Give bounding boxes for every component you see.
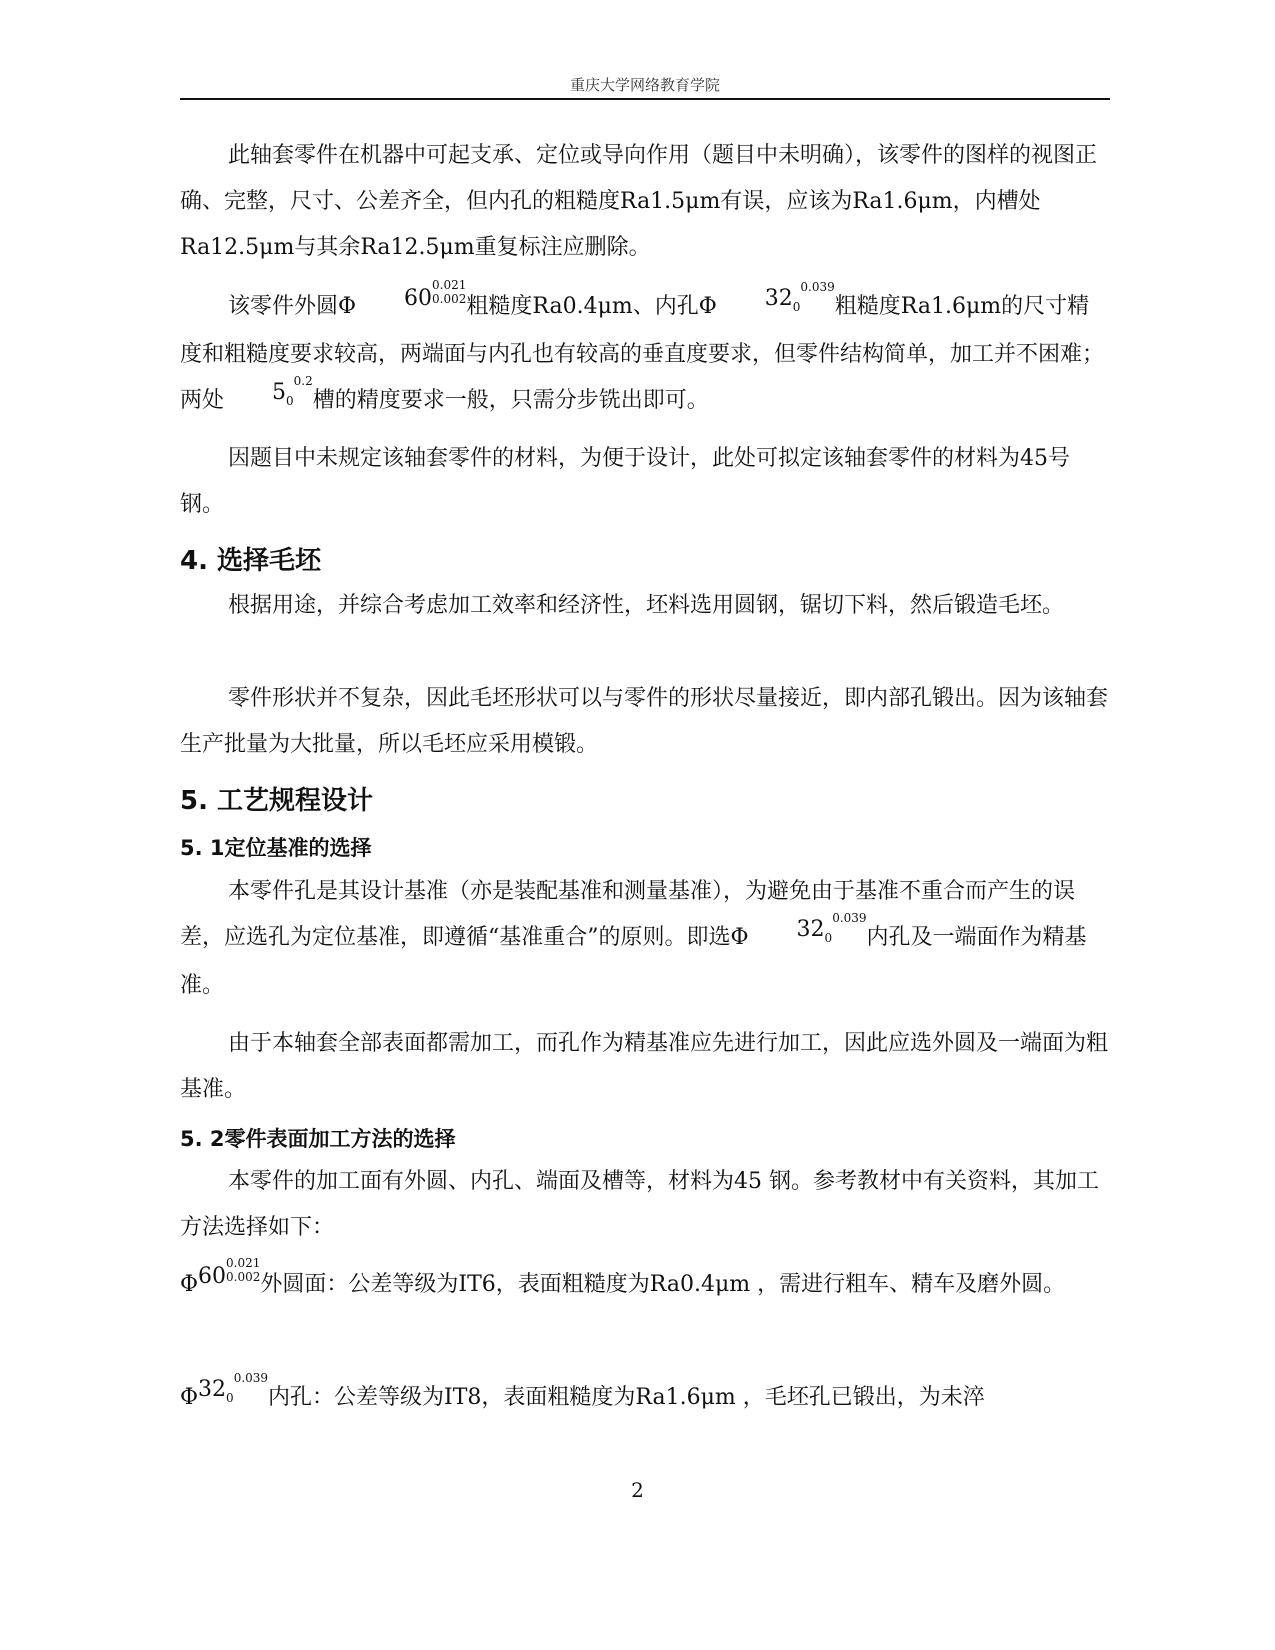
tolerance-dimension-inner: [198, 1371, 269, 1423]
tolerance-dimension-outer: [356, 278, 467, 330]
dimension-nominal: 32: [764, 286, 793, 311]
list-item-outer-circle: [180, 1256, 1110, 1308]
list-item-inner-hole: [180, 1371, 1110, 1423]
tolerance-dimension-inner: [749, 911, 867, 963]
dimension-nominal: 32: [198, 1377, 227, 1402]
dimension-nominal: 5: [272, 380, 287, 405]
text-run: 内孔：公差等级为IT8，表面粗糙度为Ra1.6μm ，毛坯孔已锻出，为未淬: [268, 1385, 985, 1410]
dimension-deviation-stack: [226, 1256, 260, 1284]
tolerance-dimension-outer: [198, 1256, 261, 1308]
section-heading-blank-selection: 4. 选择毛坯: [180, 546, 322, 576]
lower-deviation: 0: [286, 394, 294, 408]
subsection-heading-machining-methods: 5. 2零件表面加工方法的选择: [180, 1127, 456, 1151]
upper-deviation: 0.021: [432, 278, 467, 292]
tolerance-dimension-slot: [224, 374, 313, 426]
lower-deviation: 0.002: [432, 292, 467, 306]
upper-deviation: 0.039: [800, 280, 835, 294]
subsection-heading-datum-selection: 5. 1定位基准的选择: [180, 836, 372, 860]
dimension-deviation-stack: [432, 278, 466, 306]
paragraph-rough-datum: 由于本轴套全部表面都需加工，而孔作为精基准应先进行加工，因此应选外圆及一端面为粗基准。: [180, 1031, 1109, 1102]
paragraph-precision-requirements: [180, 278, 1110, 426]
lower-deviation: 0: [824, 931, 833, 945]
upper-deviation: 0.2: [293, 374, 313, 388]
dimension-nominal: 60: [404, 286, 433, 311]
upper-deviation: 0.039: [832, 911, 867, 925]
lower-deviation: 0: [226, 1391, 234, 1405]
section-heading-process-design: 5. 工艺规程设计: [180, 786, 374, 816]
paragraph-machining-surfaces: 本零件的加工面有外圆、内孔、端面及槽等，材料为45 钢。参考教材中有关资料，其加工方法选择如下：: [180, 1169, 1099, 1240]
lower-deviation: 0.002: [226, 1270, 261, 1284]
page-number: 2: [631, 1478, 644, 1502]
header-divider: [180, 98, 1110, 100]
paragraph-material: 因题目中未规定该轴套零件的材料，为便于设计，此处可拟定该轴套零件的材料为45号钢。: [180, 446, 1070, 517]
text-run: 该零件外圆Φ: [228, 294, 357, 319]
text-run: 粗糙度Ra1.6μm的尺寸精度和粗糙度要求较高，两端面与内孔也有较高的垂直度要求，但零件结构简单，加工并不困难；两处: [180, 294, 1105, 413]
lower-deviation: 0: [792, 300, 801, 314]
paragraph-blank-forging: 零件形状并不复杂，因此毛坯形状可以与零件的形状尽量接近，即内部孔锻出。因为该轴套生产批量为大批量，所以毛坯应采用模锻。: [180, 686, 1109, 757]
paragraph-part-analysis: 此轴套零件在机器中可起支承、定位或导向作用（题目中未明确），该零件的图样的视图正确、完整，尺寸、公差齐全，但内孔的粗糙度Ra1.5μm有误，应该为Ra1.6μm，内槽处Ra12.5μm与其余Ra12.5μm重复标注应删除。: [180, 143, 1098, 260]
upper-deviation: 0.039: [233, 1371, 269, 1385]
tolerance-dimension-inner: [717, 280, 835, 332]
paragraph-blank-usage: 根据用途，并综合考虑加工效率和经济性，坯料选用圆钢，锯切下料，然后锻造毛坯。: [228, 593, 1065, 618]
phi-symbol: Φ: [180, 1385, 199, 1410]
dimension-nominal: 32: [796, 917, 825, 942]
paragraph-datum-selection: [180, 869, 1110, 1009]
upper-deviation: 0.021: [226, 1256, 261, 1270]
text-run: 本零件孔是其设计基准（亦是装配基准和测量基准），为避免由于基准不重合而产生的误差，应选孔为定位基准，即遵循“基准重合”的原则。即选Φ: [180, 879, 1076, 950]
phi-symbol: Φ: [180, 1272, 199, 1297]
text-run: 外圆面：公差等级为IT6，表面粗糙度为Ra0.4μm ，需进行粗车、精车及磨外圆。: [260, 1272, 1066, 1297]
page-header-title: 重庆大学网络教育学院: [569, 76, 720, 94]
text-run: 内孔及一端面作为精基准。: [180, 925, 1087, 998]
text-run: 槽的精度要求一般，只需分步铣出即可。: [312, 388, 709, 413]
dimension-nominal: 60: [198, 1264, 227, 1289]
text-run: 粗糙度Ra0.4μm、内孔Φ: [466, 294, 717, 319]
